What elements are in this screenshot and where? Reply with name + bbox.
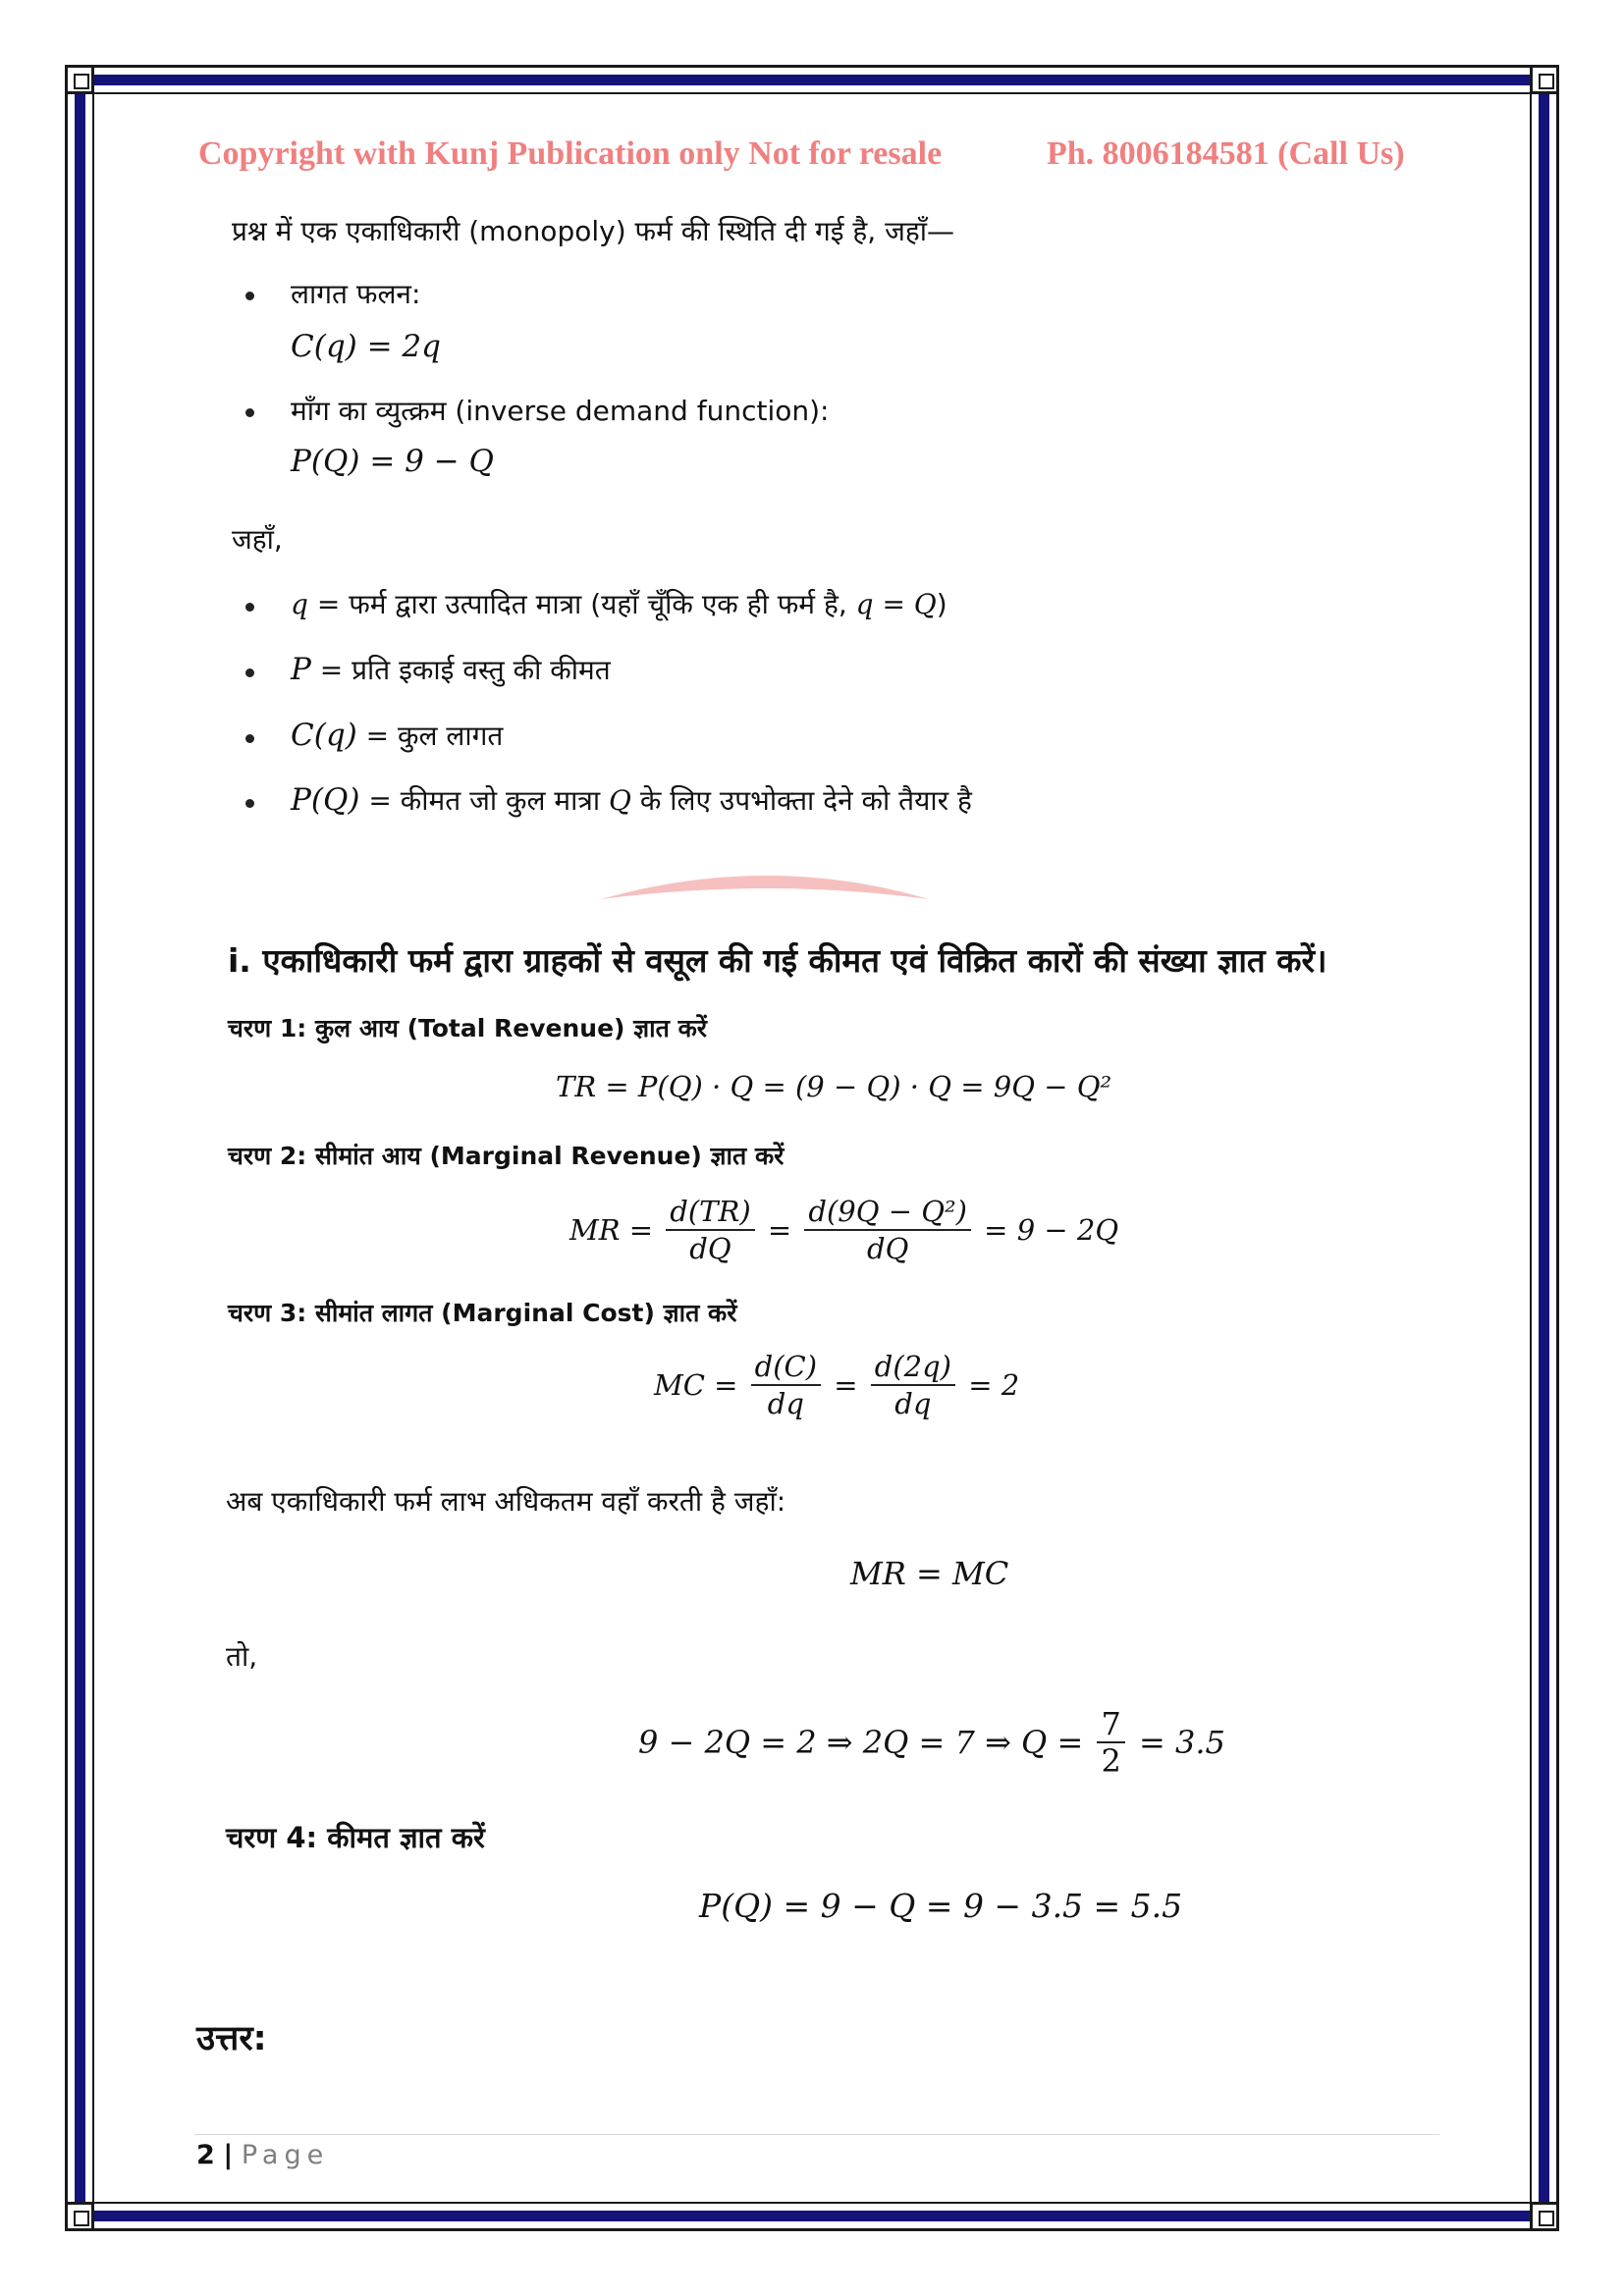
fraction (804, 1194, 971, 1266)
bullet-marker (245, 292, 254, 300)
equals-sign: = (834, 1368, 858, 1402)
page-header (0, 135, 1624, 185)
total-revenue-equation: TR = P(Q) · Q = (9 − Q) · Q = 9Q − Q² (556, 1070, 1112, 1103)
fraction-numerator: d(TR) (666, 1194, 754, 1231)
definition-cq (291, 718, 503, 754)
fraction-denominator: dQ (689, 1232, 731, 1265)
bullet-marker (245, 408, 254, 417)
step-1-title: चरण 1: कुल आय (Total Revenue) ज्ञात करें (228, 1014, 708, 1042)
definition-symbol: Q (609, 784, 631, 817)
marginal-cost-equation (654, 1349, 1019, 1421)
page-label: Page (241, 2140, 330, 2170)
bullet-marker (245, 734, 254, 743)
definition-symbol: P(Q) (291, 782, 360, 818)
cost-function-equation: C(q) = 2q (291, 329, 442, 364)
definition-tail: के लिए उपभोक्ता देने को तैयार है (630, 784, 972, 817)
equation-lhs: MC = (654, 1368, 738, 1402)
fraction-denominator: 2 (1101, 1742, 1121, 1780)
mr-equals-mc-equation: MR = MC (850, 1555, 1009, 1592)
equation-rhs: = 9 − 2Q (984, 1213, 1119, 1247)
equation-lhs: 9 − 2Q = 2 ⇒ 2Q = 7 ⇒ Q = (638, 1724, 1084, 1761)
definition-tail: ) (936, 588, 947, 620)
fraction-numerator: 7 (1097, 1706, 1124, 1743)
step-2-title: चरण 2: सीमांत आय (Marginal Revenue) ज्ञात करें (228, 1142, 785, 1170)
copyright-notice: Copyright with Kunj Publication only Not for resale (198, 135, 943, 172)
definition-q (291, 587, 947, 622)
definition-text: = प्रति इकाई वस्तु की कीमत (310, 654, 611, 686)
fraction (666, 1194, 754, 1266)
definition-pq (291, 782, 972, 819)
definition-p (291, 652, 611, 688)
corner-ornament-bottom-right (1530, 2202, 1559, 2231)
definition-symbol: q (291, 588, 308, 620)
where-label: जहाँ, (232, 523, 283, 556)
answer-label: उत्तर: (196, 2019, 267, 2058)
definition-text: = फर्म द्वारा उत्पादित मात्रा (यहाँ चूँकि एक ही फर्म है, (307, 588, 856, 620)
footer-divider (194, 2134, 1439, 2135)
definition-text: = कीमत जो कुल मात्रा (359, 784, 610, 817)
step-3-title: चरण 3: सीमांत लागत (Marginal Cost) ज्ञात करें (228, 1299, 737, 1327)
bullet-marker (245, 668, 254, 677)
definition-text: = कुल लागत (356, 720, 504, 752)
fraction (871, 1349, 955, 1421)
bullet-marker (245, 799, 254, 808)
watermark-swoosh (601, 870, 929, 899)
so-label: तो, (226, 1640, 258, 1673)
definition-symbol: P (291, 652, 311, 687)
equation-lhs: MR = (569, 1213, 654, 1247)
fraction-numerator: d(9Q − Q²) (804, 1194, 971, 1231)
phone-number: Ph. 8006184581 (Call Us) (1047, 135, 1405, 172)
step-4-title: चरण 4: कीमत ज्ञात करें (226, 1821, 485, 1854)
marginal-revenue-equation (569, 1194, 1118, 1266)
demand-function-equation: P(Q) = 9 − Q (291, 444, 494, 479)
fraction-numerator: d(C) (751, 1349, 821, 1386)
fraction (751, 1349, 821, 1421)
page-footer (196, 2140, 329, 2170)
profit-maximization-text: अब एकाधिकारी फर्म लाभ अधिकतम वहाँ करती है जहाँ: (226, 1485, 786, 1518)
price-equation: P(Q) = 9 − Q = 9 − 3.5 = 5.5 (699, 1887, 1183, 1925)
definition-symbol: C(q) (291, 718, 357, 753)
demand-function-label: माँग का व्युत्क्रम (inverse demand function): (291, 395, 830, 427)
fraction (1097, 1706, 1124, 1779)
equation-rhs: = 3.5 (1138, 1724, 1225, 1761)
fraction-denominator: dq (894, 1387, 932, 1420)
footer-separator: | (223, 2140, 234, 2170)
bullet-marker (245, 603, 254, 612)
page-number: 2 (196, 2140, 215, 2170)
intro-text: प्रश्न में एक एकाधिकारी (monopoly) फर्म की स्थिति दी गई है, जहाँ— (232, 215, 954, 247)
fraction-numerator: d(2q) (871, 1349, 955, 1386)
corner-ornament-top-right (1530, 65, 1559, 94)
equation-rhs: = 2 (968, 1368, 1020, 1402)
corner-ornament-bottom-left (65, 2202, 94, 2231)
fraction-denominator: dQ (867, 1232, 909, 1265)
fraction-denominator: dq (767, 1387, 804, 1420)
cost-function-label: लागत फलन: (291, 278, 421, 310)
definition-symbol: q = Q (855, 588, 937, 620)
solve-quantity-equation (638, 1706, 1225, 1779)
corner-ornament-top-left (65, 65, 94, 94)
equals-sign: = (767, 1213, 792, 1247)
question-heading: i. एकाधिकारी फर्म द्वारा ग्राहकों से वसूल की गई कीमत एवं विक्रित कारों की संख्या ज्ञात करें। (228, 941, 1327, 980)
